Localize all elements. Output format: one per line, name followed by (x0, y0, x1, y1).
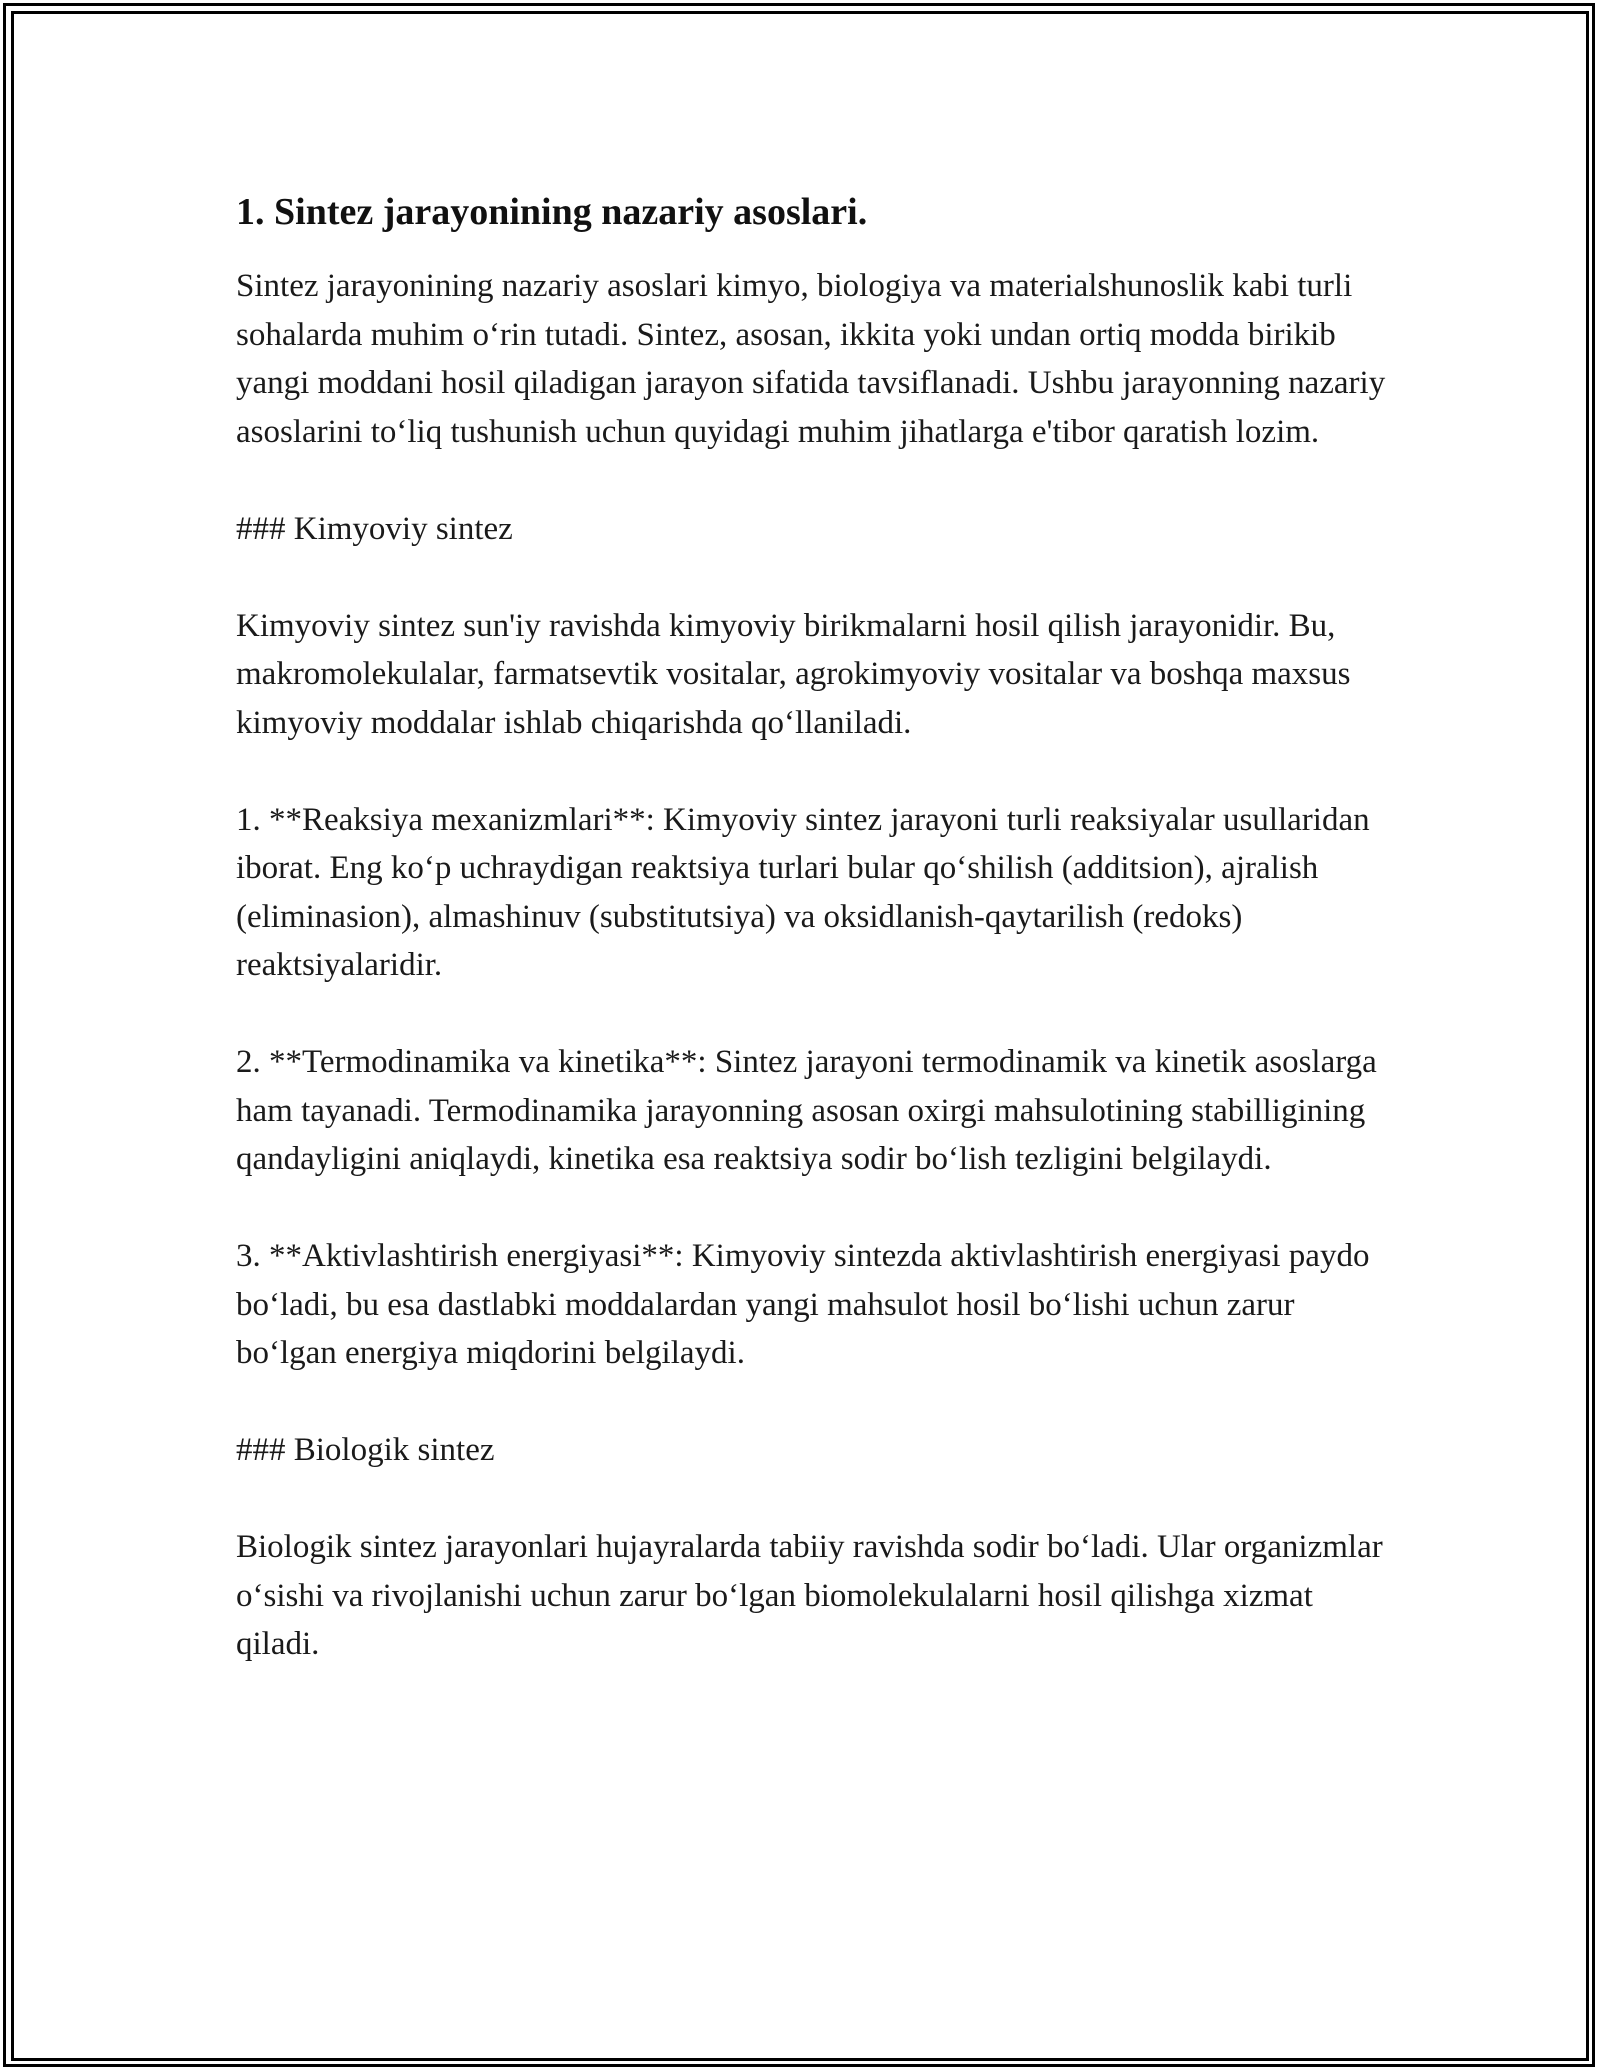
chemical-synthesis-paragraph: Kimyoviy sintez sun'iy ravishda kimyoviy birikmalarni hosil qilish jarayonidir. Bu, makromolekulalar, farmatsevtik vositalar, agrokimyoviy vositalar va boshqa maxsus kimyoviy moddalar ishlab chiqarishda qo‘llaniladi. (236, 607, 1351, 741)
section-heading-chemical: ### Kimyoviy sintez (236, 510, 513, 547)
biological-synthesis-paragraph: Biologik sintez jarayonlari hujayralarda tabiiy ravishda sodir bo‘ladi. Ular organizmlar o‘sishi va rivojlanishi uchun zarur bo‘lgan biomolekulalarni hosil qilishga xizmat qiladi. (236, 1529, 1383, 1662)
list-item-reaction-mechanisms: 1. **Reaksiya mexanizmlari**: Kimyoviy sintez jarayoni turli reaksiyalar usullaridan iborat. Eng ko‘p uchraydigan reaktsiya turlari bular qo‘shilish (additsion), ajralish (eliminasion), almashinuv (substitutsiya) va oksidlanish-qaytarilish (redoks) reaktsiyalaridir. (236, 801, 1370, 983)
document-body (236, 186, 1386, 1717)
section-heading-biological: ### Biologik sintez (236, 1432, 495, 1468)
list-item-thermodynamics: 2. **Termodinamika va kinetika**: Sintez jarayoni termodinamik va kinetik asoslarga ham tayanadi. Termodinamika jarayonning asosan oxirgi mahsulotining stabilligining qandayligini aniqlaydi, kinetika esa reaktsiya sodir bo‘lish tezligini belgilaydi. (236, 1044, 1377, 1177)
page-title: 1. Sintez jarayonining nazariy asoslari. (236, 191, 868, 233)
intro-paragraph: Sintez jarayonining nazariy asoslari kimyo, biologiya va materialshunoslik kabi turli sohalarda muhim o‘rin tutadi. Sintez, asosan, ikkita yoki undan ortiq modda birikib yangi moddani hosil qiladigan jarayon sifatida tavsiflanadi. Ushbu jarayonning nazariy asoslarini to‘liq tushunish uchun quyidagi muhim jihatlarga e'tibor qaratish lozim. (236, 268, 1386, 450)
list-item-activation-energy: 3. **Aktivlashtirish energiyasi**: Kimyoviy sintezda aktivlashtirish energiyasi paydo bo‘ladi, bu esa dastlabki moddalardan yangi mahsulot hosil bo‘lishi uchun zarur bo‘lgan energiya miqdorini belgilaydi. (236, 1238, 1370, 1371)
